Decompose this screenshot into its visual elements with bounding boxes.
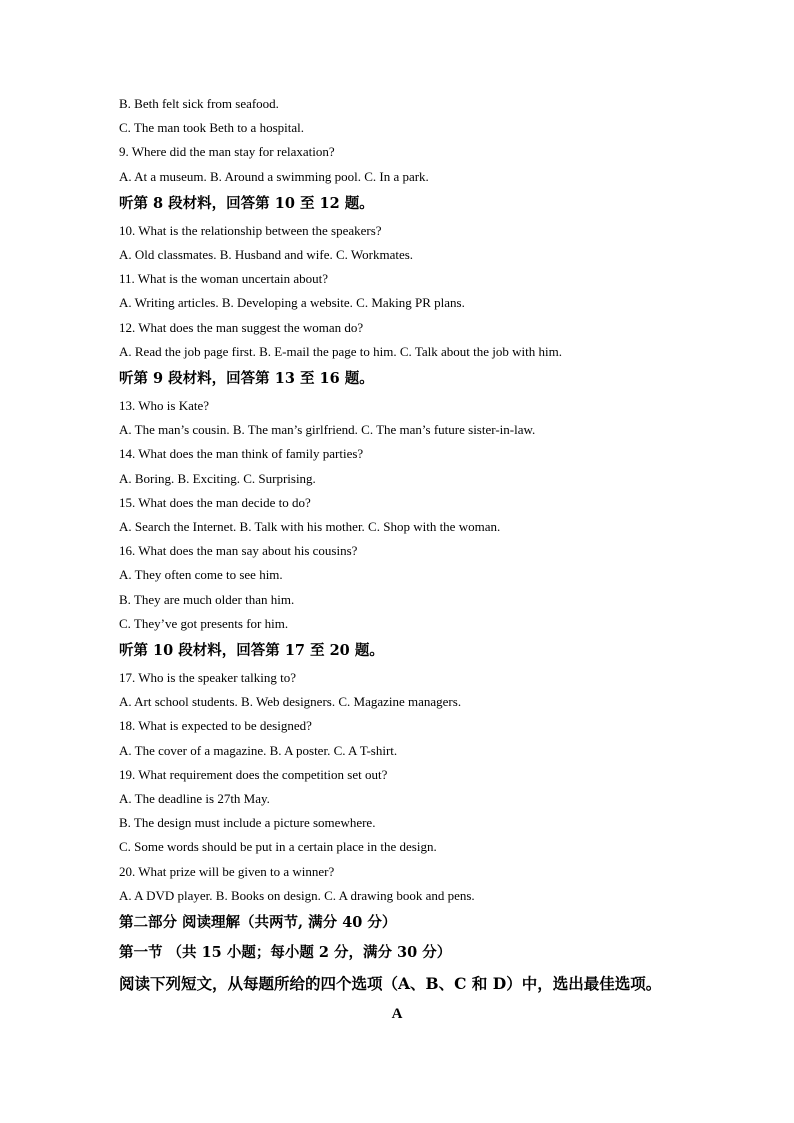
section-heading: 听第 8 段材料，回答第 10 至 12 题。 xyxy=(119,194,374,212)
section-heading: 第一节 （共 15 小题；每小题 2 分，满分 30 分） xyxy=(119,944,452,962)
text-line: A. The cover of a magazine. B. A poster. C. A T-shirt. xyxy=(119,742,398,758)
instruction-heading: 阅读下列短文，从每题所给的四个选项（A、B、C 和 D）中，选出最佳选项。 xyxy=(119,974,662,994)
text-line: 9. Where did the man stay for relaxation? xyxy=(119,144,335,160)
text-line: C. They’ve got presents for him. xyxy=(119,615,289,631)
text-line: 15. What does the man decide to do? xyxy=(119,494,311,510)
text-line: A. Boring. B. Exciting. C. Surprising. xyxy=(119,470,316,486)
text-line: B. They are much older than him. xyxy=(119,591,295,607)
passage-label: A xyxy=(391,1006,403,1023)
text-line: 18. What is expected to be designed? xyxy=(119,718,312,734)
document-body xyxy=(119,92,679,1029)
text-line: A. At a museum. B. Around a swimming pool. C. In a park. xyxy=(119,168,429,184)
text-line: 10. What is the relationship between the speakers? xyxy=(119,222,382,238)
text-line: B. The design must include a picture somewhere. xyxy=(119,815,376,831)
text-line: C. Some words should be put in a certain place in the design. xyxy=(119,839,437,855)
text-line: 19. What requirement does the competition set out? xyxy=(119,766,388,782)
text-line: 17. Who is the speaker talking to? xyxy=(119,670,297,686)
section-heading: 第二部分 阅读理解（共两节, 满分 40 分） xyxy=(119,914,397,932)
text-line: 11. What is the woman uncertain about? xyxy=(119,271,329,287)
text-line: B. Beth felt sick from seafood. xyxy=(119,96,279,111)
section-heading: 听第 10 段材料，回答第 17 至 20 题。 xyxy=(119,642,384,660)
section-heading: 听第 9 段材料，回答第 13 至 16 题。 xyxy=(119,370,374,388)
text-line: 12. What does the man suggest the woman do? xyxy=(119,319,364,335)
text-line: A. Read the job page first. B. E-mail the page to him. C. Talk about the job with him. xyxy=(119,343,562,359)
text-line: A. Old classmates. B. Husband and wife. C. Workmates. xyxy=(119,247,414,263)
text-line: A. The deadline is 27th May. xyxy=(119,791,270,807)
text-line: A. Art school students. B. Web designers. C. Magazine managers. xyxy=(119,694,462,710)
text-line: 14. What does the man think of family parties? xyxy=(119,446,364,462)
text-line: A. Search the Internet. B. Talk with his mother. C. Shop with the woman. xyxy=(119,519,501,535)
text-line: A. The man’s cousin. B. The man’s girlfriend. C. The man’s future sister-in-law. xyxy=(119,422,536,438)
text-line: 13. Who is Kate? xyxy=(119,398,210,414)
text-line: A. They often come to see him. xyxy=(119,567,283,583)
text-line: A. A DVD player. B. Books on design. C. A drawing book and pens. xyxy=(119,887,475,903)
text-line: A. Writing articles. B. Developing a website. C. Making PR plans. xyxy=(119,295,465,311)
text-line: 16. What does the man say about his cousins? xyxy=(119,543,358,559)
text-line: 20. What prize will be given to a winner? xyxy=(119,863,335,879)
text-line: C. The man took Beth to a hospital. xyxy=(119,120,304,136)
